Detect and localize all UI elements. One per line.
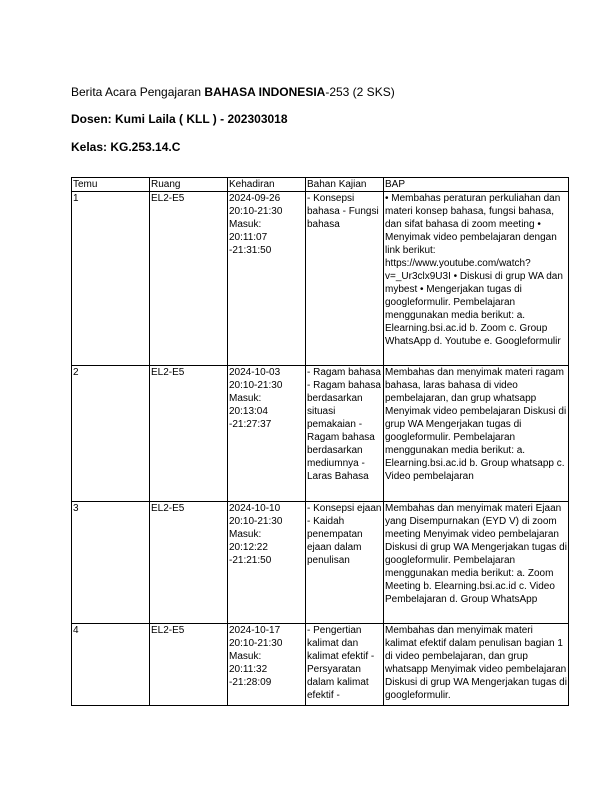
cell-kehadiran: 2024-09-26 20:10-21:30 Masuk: 20:11:07 -21:31:50 (228, 192, 306, 366)
teaching-record-table (71, 177, 569, 706)
table-row (72, 624, 569, 706)
cell-bahan-kajian: - Ragam bahasa - Ragam bahasa berdasarkan situasi pemakaian - Ragam bahasa berdasarkan mediumnya - Laras Bahasa (306, 366, 384, 502)
cell-ruang: EL2-E5 (150, 624, 228, 706)
cell-temu: 1 (72, 192, 150, 366)
lecturer-line: Dosen: Kumi Laila ( KLL ) - 202303018 (71, 112, 288, 126)
document-title (71, 85, 395, 99)
cell-bahan-kajian: - Pengertian kalimat dan kalimat efektif - Persyaratan dalam kalimat efektif - (306, 624, 384, 706)
class-line: Kelas: KG.253.14.C (71, 140, 181, 154)
cell-bap: • Membahas peraturan perkuliahan dan materi konsep bahasa, fungsi bahasa, dan sifat bahasa di zoom meeting • Menyimak video pembelajaran dengan link berikut: https://www.youtube.com/watch?v=_Ur3clx9U3I • Diskusi di grup WA dan mybest • Mengerjakan tugas di googleformulir. Pembelajaran menggunakan media berikut: a. Elearning.bsi.ac.id b. Zoom c. Group WhatsApp d. Youtube e. Googleformulir (384, 192, 569, 366)
cell-temu: 4 (72, 624, 150, 706)
cell-bahan-kajian: - Konsepsi ejaan - Kaidah penempatan ejaan dalam penulisan (306, 502, 384, 624)
table-row (72, 366, 569, 502)
column-header-bap: BAP (384, 178, 569, 192)
cell-bap: Membahas dan menyimak materi Ejaan yang Disempurnakan (EYD V) di zoom meeting Menyimak video pembelajaran Diskusi di grup WA Mengerjakan tugas di googleformulir. Pembelajaran menggunakan media berikut: a. Zoom Meeting b. Elearning.bsi.ac.id c. Video Pembelajaran d. Group WhatsApp (384, 502, 569, 624)
cell-kehadiran: 2024-10-03 20:10-21:30 Masuk: 20:13:04 -21:27:37 (228, 366, 306, 502)
column-header-temu: Temu (72, 178, 150, 192)
cell-bahan-kajian: - Konsepsi bahasa - Fungsi bahasa (306, 192, 384, 366)
cell-bap: Membahas dan menyimak materi kalimat efektif dalam penulisan bagian 1 di video pembelajaran, dan grup whatsapp Menyimak video pembelajaran Diskusi di grup WA Mengerjakan tugas di googleformulir. (384, 624, 569, 706)
cell-kehadiran: 2024-10-10 20:10-21:30 Masuk: 20:12:22 -21:21:50 (228, 502, 306, 624)
table-header-row (72, 178, 569, 192)
cell-kehadiran: 2024-10-17 20:10-21:30 Masuk: 20:11:32 -21:28:09 (228, 624, 306, 706)
cell-temu: 3 (72, 502, 150, 624)
title-prefix: Berita Acara Pengajaran (71, 85, 205, 99)
cell-temu: 2 (72, 366, 150, 502)
table-row (72, 192, 569, 366)
cell-ruang: EL2-E5 (150, 502, 228, 624)
column-header-ruang: Ruang (150, 178, 228, 192)
table-row (72, 502, 569, 624)
column-header-bahan-kajian: Bahan Kajian (306, 178, 384, 192)
course-name: BAHASA INDONESIA (204, 85, 326, 99)
column-header-kehadiran: Kehadiran (228, 178, 306, 192)
title-suffix: -253 (2 SKS) (325, 85, 395, 99)
cell-bap: Membahas dan menyimak materi ragam bahasa, laras bahasa di video pembelajaran, dan grup whatsapp Menyimak video pembelajaran Diskusi di grup WA Mengerjakan tugas di googleformulir. Pembelajaran menggunakan media berikut: a. Elearning.bsi.ac.id b. Group whatsapp c. Video pembelajaran (384, 366, 569, 502)
cell-ruang: EL2-E5 (150, 366, 228, 502)
cell-ruang: EL2-E5 (150, 192, 228, 366)
